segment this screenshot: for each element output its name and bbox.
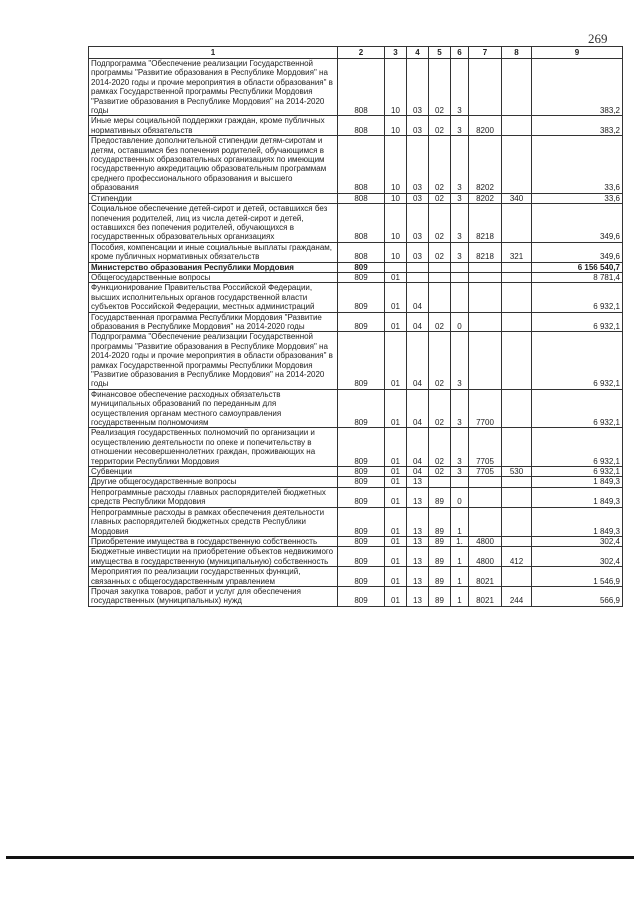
cell-target-code — [469, 283, 502, 312]
row-name: Непрограммные расходы главных распорядителей бюджетных средств Республики Мордовия — [89, 487, 338, 507]
cell-section: 01 — [385, 332, 407, 389]
cell-amount: 566,9 — [532, 586, 623, 606]
cell-expense-type — [502, 283, 532, 312]
row-name: Другие общегосударственные вопросы — [89, 477, 338, 487]
table-row — [89, 116, 623, 136]
cell-program: 89 — [429, 547, 451, 567]
column-header: 4 — [407, 47, 429, 59]
cell-target-code: 8200 — [469, 116, 502, 136]
cell-amount: 33,6 — [532, 136, 623, 193]
cell-amount: 6 932,1 — [532, 389, 623, 428]
cell-section: 01 — [385, 547, 407, 567]
cell-section: 01 — [385, 283, 407, 312]
cell-target-code — [469, 477, 502, 487]
cell-subsection: 13 — [407, 547, 429, 567]
table-row — [89, 477, 623, 487]
cell-subprogram: 1 — [451, 586, 469, 606]
table-row — [89, 242, 623, 262]
cell-program: 89 — [429, 567, 451, 587]
cell-subprogram: 3 — [451, 428, 469, 467]
cell-amount: 6 932,1 — [532, 467, 623, 477]
cell-section: 01 — [385, 477, 407, 487]
row-name: Непрограммные расходы в рамках обеспечения деятельности главных распорядителей бюджетных средств Республики Мордовия — [89, 507, 338, 536]
cell-subprogram: 3 — [451, 204, 469, 243]
cell-subprogram: 3 — [451, 116, 469, 136]
cell-program: 02 — [429, 59, 451, 116]
cell-expense-type — [502, 272, 532, 282]
column-header: 3 — [385, 47, 407, 59]
cell-amount: 6 932,1 — [532, 332, 623, 389]
cell-admin-code: 809 — [338, 428, 385, 467]
cell-subprogram — [451, 262, 469, 272]
cell-program — [429, 272, 451, 282]
row-name: Иные меры социальной поддержки граждан, кроме публичных нормативных обязательств — [89, 116, 338, 136]
table-body — [89, 59, 623, 607]
cell-subprogram — [451, 283, 469, 312]
row-name: Подпрограмма "Обеспечение реализации Государственной программы "Развитие образования в Республике Мордовия" на 2014-2020 годы и прочие мероприятия в области образования" в рамках Государственной программы Республики Мордовия "Развитие образования в Республике Мордовия" на 2014-2020 годы — [89, 332, 338, 389]
table-row — [89, 428, 623, 467]
cell-program: 02 — [429, 467, 451, 477]
cell-amount: 349,6 — [532, 204, 623, 243]
table-row — [89, 332, 623, 389]
cell-program: 02 — [429, 428, 451, 467]
budget-table — [88, 46, 623, 607]
cell-section: 01 — [385, 428, 407, 467]
cell-subsection: 04 — [407, 312, 429, 332]
cell-amount: 383,2 — [532, 116, 623, 136]
cell-section: 10 — [385, 193, 407, 203]
cell-target-code: 8202 — [469, 136, 502, 193]
cell-admin-code: 809 — [338, 283, 385, 312]
cell-target-code — [469, 272, 502, 282]
cell-target-code: 7700 — [469, 389, 502, 428]
cell-section: 10 — [385, 204, 407, 243]
cell-amount: 8 781,4 — [532, 272, 623, 282]
table-row — [89, 567, 623, 587]
cell-subsection: 13 — [407, 507, 429, 536]
cell-subsection: 04 — [407, 428, 429, 467]
cell-amount: 1 546,9 — [532, 567, 623, 587]
column-header: 2 — [338, 47, 385, 59]
cell-program: 89 — [429, 586, 451, 606]
cell-target-code: 8218 — [469, 242, 502, 262]
cell-admin-code: 808 — [338, 242, 385, 262]
row-name: Министерство образования Республики Мордовия — [89, 262, 338, 272]
cell-target-code — [469, 59, 502, 116]
cell-amount: 349,6 — [532, 242, 623, 262]
cell-amount: 302,4 — [532, 547, 623, 567]
cell-subprogram: 3 — [451, 193, 469, 203]
cell-program: 02 — [429, 389, 451, 428]
cell-target-code: 8021 — [469, 567, 502, 587]
row-name: Приобретение имущества в государственную собственность — [89, 536, 338, 546]
table-row — [89, 312, 623, 332]
cell-admin-code: 809 — [338, 312, 385, 332]
cell-target-code — [469, 332, 502, 389]
cell-section: 10 — [385, 242, 407, 262]
table-row — [89, 389, 623, 428]
row-name: Субвенции — [89, 467, 338, 477]
cell-subsection: 04 — [407, 283, 429, 312]
cell-target-code: 7705 — [469, 428, 502, 467]
cell-subprogram: 0 — [451, 487, 469, 507]
cell-expense-type — [502, 389, 532, 428]
cell-target-code: 8021 — [469, 586, 502, 606]
cell-expense-type — [502, 477, 532, 487]
header-row — [89, 47, 623, 59]
cell-target-code: 4800 — [469, 547, 502, 567]
row-name: Реализация государственных полномочий по организации и осуществлению деятельности по опеке и попечительству в отношении несовершеннолетних граждан, проживающих на территории Республики Мордовия — [89, 428, 338, 467]
cell-subprogram: 1 — [451, 507, 469, 536]
cell-subsection: 04 — [407, 389, 429, 428]
table-row — [89, 136, 623, 193]
cell-section: 10 — [385, 116, 407, 136]
cell-subprogram: 3 — [451, 242, 469, 262]
cell-amount: 302,4 — [532, 536, 623, 546]
cell-section: 01 — [385, 536, 407, 546]
cell-expense-type — [502, 312, 532, 332]
table-row — [89, 487, 623, 507]
cell-program — [429, 262, 451, 272]
cell-program: 89 — [429, 487, 451, 507]
table-row — [89, 467, 623, 477]
table-row — [89, 586, 623, 606]
cell-admin-code: 809 — [338, 536, 385, 546]
cell-amount: 6 932,1 — [532, 283, 623, 312]
cell-admin-code: 809 — [338, 507, 385, 536]
row-name: Функционирование Правительства Российской Федерации, высших исполнительных органов государственной власти субъектов Российской Федерации, местных администраций — [89, 283, 338, 312]
cell-subsection: 03 — [407, 116, 429, 136]
table-row — [89, 507, 623, 536]
cell-admin-code: 809 — [338, 467, 385, 477]
cell-amount: 383,2 — [532, 59, 623, 116]
cell-section — [385, 262, 407, 272]
cell-subsection — [407, 262, 429, 272]
cell-target-code: 8218 — [469, 204, 502, 243]
cell-subprogram: 1 — [451, 547, 469, 567]
cell-admin-code: 809 — [338, 332, 385, 389]
cell-subprogram: 3 — [451, 332, 469, 389]
cell-subsection: 13 — [407, 536, 429, 546]
cell-expense-type — [502, 136, 532, 193]
cell-subprogram: 1. — [451, 536, 469, 546]
cell-expense-type — [502, 262, 532, 272]
cell-subsection: 13 — [407, 567, 429, 587]
cell-expense-type — [502, 567, 532, 587]
cell-section: 10 — [385, 136, 407, 193]
cell-admin-code: 809 — [338, 262, 385, 272]
cell-admin-code: 808 — [338, 193, 385, 203]
table-row — [89, 536, 623, 546]
table-row — [89, 262, 623, 272]
cell-subsection: 13 — [407, 487, 429, 507]
cell-section: 01 — [385, 567, 407, 587]
cell-amount: 1 849,3 — [532, 487, 623, 507]
cell-section: 01 — [385, 389, 407, 428]
cell-expense-type — [502, 507, 532, 536]
cell-program: 02 — [429, 242, 451, 262]
row-name: Стипендии — [89, 193, 338, 203]
cell-subsection: 03 — [407, 59, 429, 116]
cell-subsection: 03 — [407, 242, 429, 262]
cell-subprogram — [451, 272, 469, 282]
table-row — [89, 193, 623, 203]
cell-target-code: 4800 — [469, 536, 502, 546]
cell-admin-code: 809 — [338, 567, 385, 587]
cell-program — [429, 283, 451, 312]
cell-target-code — [469, 487, 502, 507]
cell-subprogram — [451, 477, 469, 487]
row-name: Предоставление дополнительной стипендии детям-сиротам и детям, оставшимся без попечения родителей, обучающимся в государственных образовательных организациях по имеющим государственную аккредитацию образовательным программам среднего профессионального образования и высшего образования — [89, 136, 338, 193]
cell-section: 01 — [385, 487, 407, 507]
row-name: Общегосударственные вопросы — [89, 272, 338, 282]
cell-subsection: 03 — [407, 193, 429, 203]
cell-expense-type — [502, 487, 532, 507]
table-row — [89, 272, 623, 282]
cell-section: 10 — [385, 59, 407, 116]
cell-program: 02 — [429, 136, 451, 193]
cell-expense-type — [502, 536, 532, 546]
cell-target-code: 8202 — [469, 193, 502, 203]
cell-target-code: 7705 — [469, 467, 502, 477]
cell-amount: 1 849,3 — [532, 507, 623, 536]
cell-subsection — [407, 272, 429, 282]
cell-subprogram: 3 — [451, 136, 469, 193]
cell-expense-type: 412 — [502, 547, 532, 567]
cell-admin-code: 808 — [338, 116, 385, 136]
row-name: Пособия, компенсации и иные социальные выплаты гражданам, кроме публичных нормативных обязательств — [89, 242, 338, 262]
cell-admin-code: 808 — [338, 59, 385, 116]
row-name: Подпрограмма "Обеспечение реализации Государственной программы "Развитие образования в Республике Мордовия" на 2014-2020 годы и прочие мероприятия в области образования" в рамках Государственной программы Республики Мордовия "Развитие образования в Республике Мордовия" на 2014-2020 годы — [89, 59, 338, 116]
page-number: 269 — [588, 31, 608, 46]
column-header: 6 — [451, 47, 469, 59]
column-header: 1 — [89, 47, 338, 59]
cell-subprogram: 3 — [451, 467, 469, 477]
cell-program: 02 — [429, 204, 451, 243]
table-row — [89, 204, 623, 243]
row-name: Бюджетные инвестиции на приобретение объектов недвижимого имущества в государственную (муниципальную) собственность — [89, 547, 338, 567]
cell-expense-type: 340 — [502, 193, 532, 203]
row-name: Прочая закупка товаров, работ и услуг для обеспечения государственных (муниципальных) нужд — [89, 586, 338, 606]
cell-subsection: 04 — [407, 467, 429, 477]
cell-admin-code: 808 — [338, 204, 385, 243]
cell-admin-code: 809 — [338, 389, 385, 428]
cell-subprogram: 1 — [451, 567, 469, 587]
cell-section: 01 — [385, 272, 407, 282]
row-name: Государственная программа Республики Мордовия "Развитие образования в Республике Мордовия" на 2014-2020 годы — [89, 312, 338, 332]
cell-section: 01 — [385, 586, 407, 606]
cell-program: 02 — [429, 193, 451, 203]
cell-admin-code: 809 — [338, 272, 385, 282]
cell-target-code — [469, 262, 502, 272]
cell-program: 02 — [429, 332, 451, 389]
column-header: 9 — [532, 47, 623, 59]
cell-subsection: 04 — [407, 332, 429, 389]
cell-admin-code: 809 — [338, 547, 385, 567]
cell-subsection: 03 — [407, 136, 429, 193]
cell-expense-type: 321 — [502, 242, 532, 262]
cell-admin-code: 809 — [338, 487, 385, 507]
cell-subprogram: 3 — [451, 389, 469, 428]
cell-program: 02 — [429, 116, 451, 136]
bottom-rule — [6, 856, 634, 859]
table-row — [89, 547, 623, 567]
cell-expense-type: 244 — [502, 586, 532, 606]
cell-amount: 1 849,3 — [532, 477, 623, 487]
cell-subsection: 03 — [407, 204, 429, 243]
cell-amount: 33,6 — [532, 193, 623, 203]
cell-section: 01 — [385, 507, 407, 536]
cell-target-code — [469, 312, 502, 332]
cell-subsection: 13 — [407, 586, 429, 606]
column-header: 8 — [502, 47, 532, 59]
cell-program: 89 — [429, 536, 451, 546]
table-row — [89, 283, 623, 312]
cell-subsection: 13 — [407, 477, 429, 487]
cell-admin-code: 809 — [338, 586, 385, 606]
cell-expense-type — [502, 204, 532, 243]
cell-target-code — [469, 507, 502, 536]
cell-expense-type — [502, 428, 532, 467]
cell-section: 01 — [385, 467, 407, 477]
cell-expense-type — [502, 332, 532, 389]
cell-program: 02 — [429, 312, 451, 332]
cell-expense-type: 530 — [502, 467, 532, 477]
cell-expense-type — [502, 59, 532, 116]
cell-subprogram: 0 — [451, 312, 469, 332]
cell-admin-code: 808 — [338, 136, 385, 193]
table-row — [89, 59, 623, 116]
column-header: 7 — [469, 47, 502, 59]
row-name: Финансовое обеспечение расходных обязательств муниципальных образований по переданным для осуществления органам местного самоуправления государственным полномочиям — [89, 389, 338, 428]
cell-program — [429, 477, 451, 487]
column-header: 5 — [429, 47, 451, 59]
cell-admin-code: 809 — [338, 477, 385, 487]
cell-expense-type — [502, 116, 532, 136]
cell-amount: 6 932,1 — [532, 312, 623, 332]
row-name: Социальное обеспечение детей-сирот и детей, оставшихся без попечения родителей, лиц из числа детей-сирот и детей, оставшихся без попечения родителей, обучающихся в государственных образовательных организациях — [89, 204, 338, 243]
cell-program: 89 — [429, 507, 451, 536]
cell-section: 01 — [385, 312, 407, 332]
cell-amount: 6 932,1 — [532, 428, 623, 467]
row-name: Мероприятия по реализации государственных функций, связанных с общегосударственным управлением — [89, 567, 338, 587]
cell-amount: 6 156 540,7 — [532, 262, 623, 272]
cell-subprogram: 3 — [451, 59, 469, 116]
